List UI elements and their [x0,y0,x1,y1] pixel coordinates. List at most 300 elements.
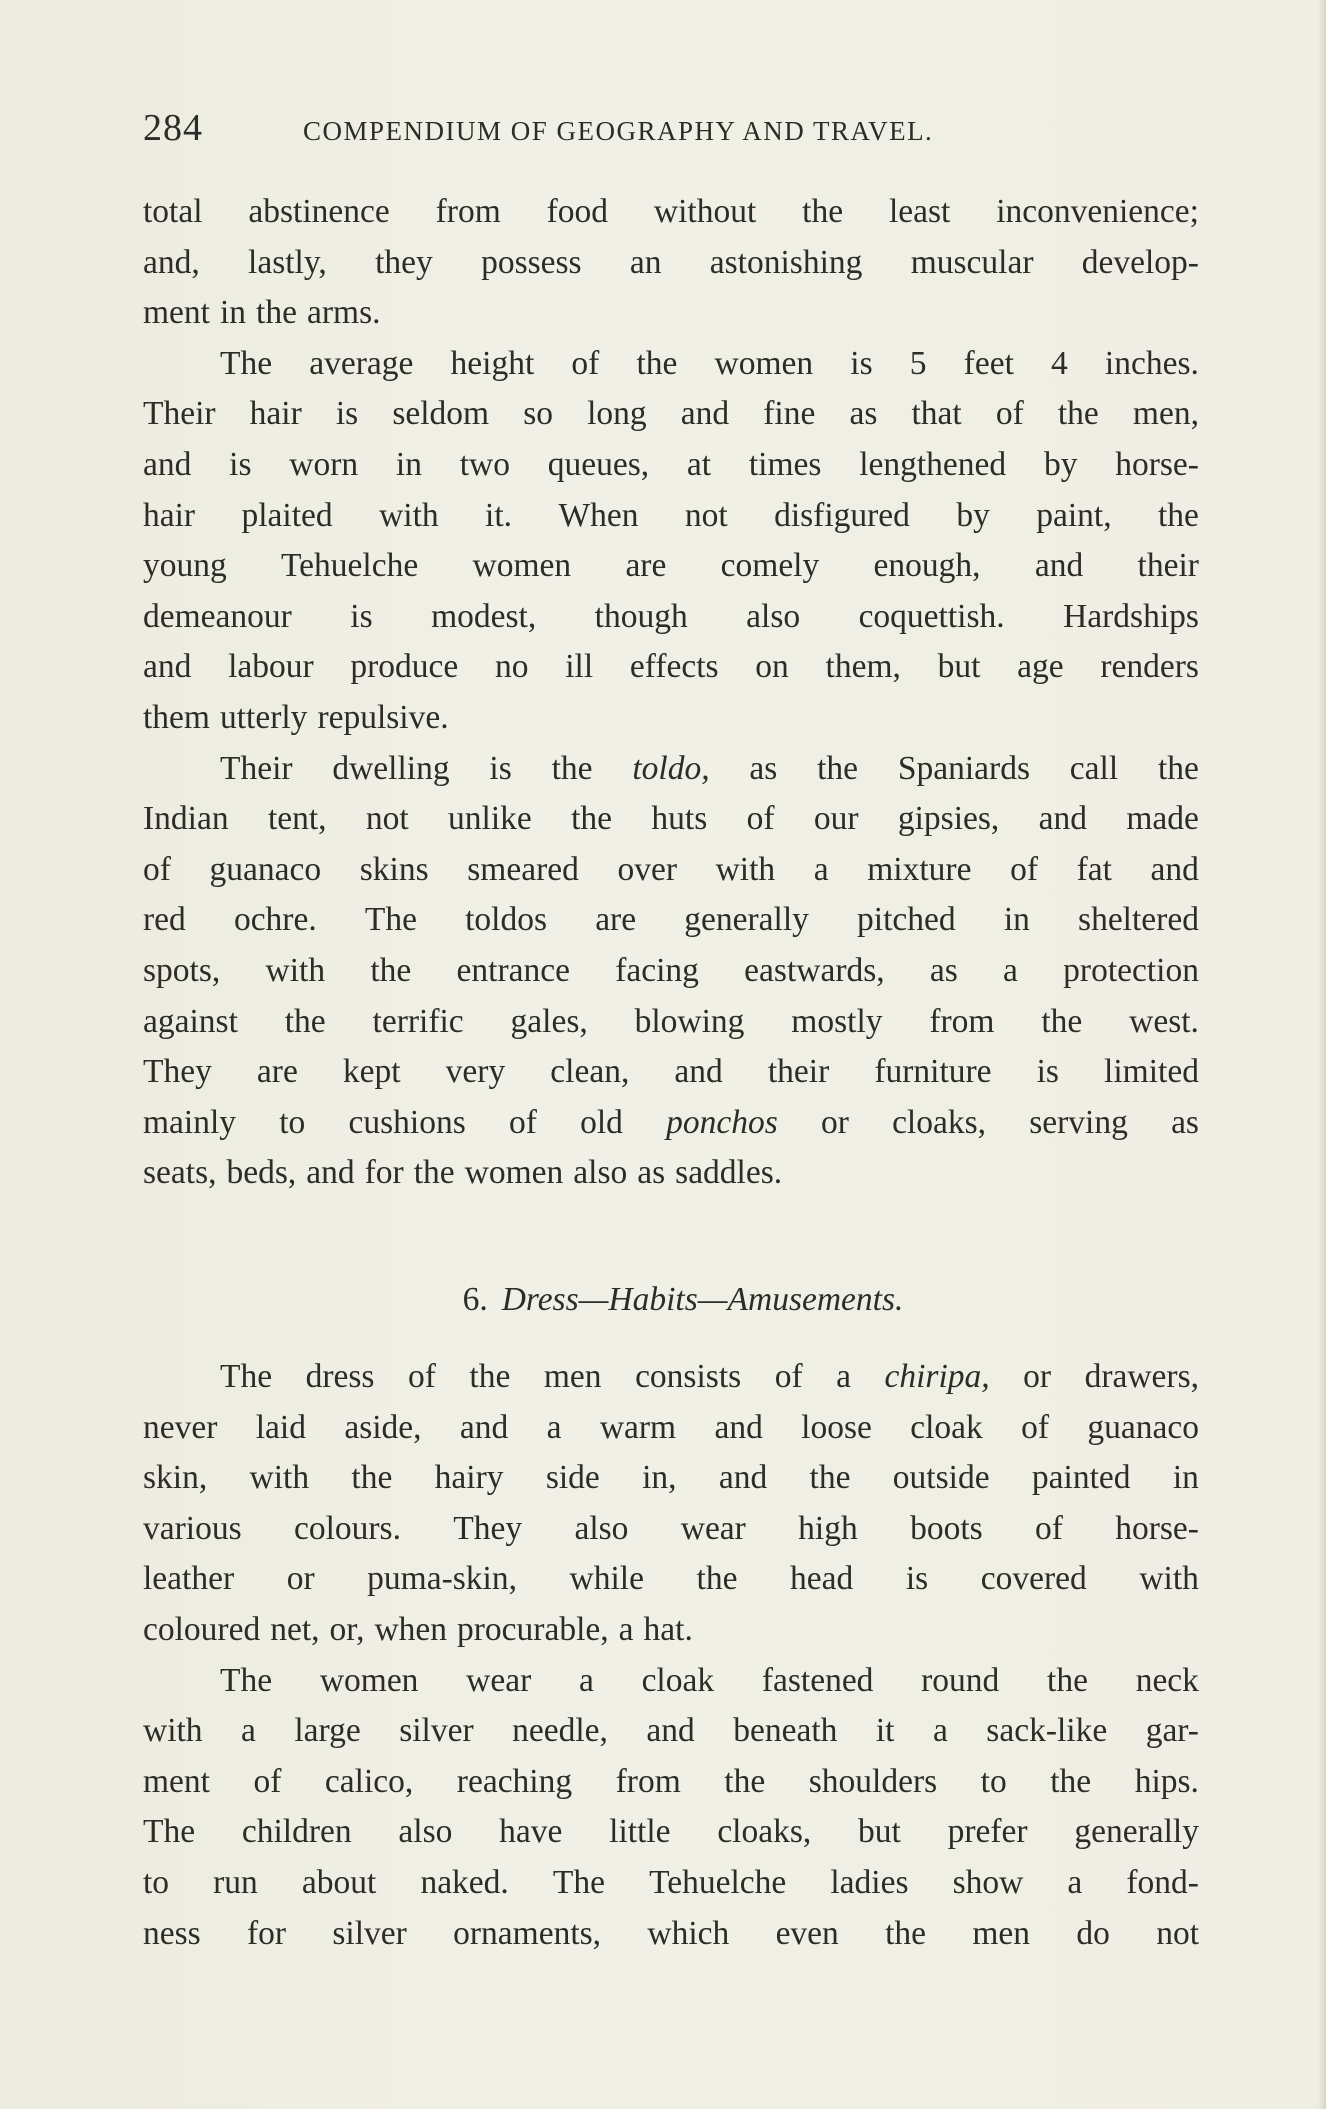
word: never [143,1408,218,1446]
text-line [143,1352,1199,1403]
running-head [143,106,1199,150]
word: women [714,344,814,382]
word: demeanour [143,597,292,635]
word: them, [825,648,901,686]
word: The [220,1358,273,1395]
word: unlike [448,800,532,838]
word: muscular [910,243,1034,281]
word: two [459,445,510,483]
word: also [574,1509,629,1547]
word: puma-skin, [367,1560,517,1598]
word: or [1023,1358,1052,1395]
word: ponchos [666,1103,778,1141]
word: lastly, [248,243,327,281]
word: a [578,1661,594,1699]
word: times [748,445,822,483]
text-line [143,288,1199,339]
word: and [646,1712,695,1750]
word: over [617,850,677,888]
text-line [143,389,1199,440]
word: and [718,1459,768,1497]
text-line [143,491,1199,542]
word: mainly [143,1103,237,1141]
word: lengthened [859,445,1007,483]
word: for [247,1914,287,1952]
word: of [774,1358,803,1395]
word: not [684,496,728,534]
word: an [629,243,662,281]
text-line [143,1098,1199,1149]
word: the [809,1459,851,1497]
word: various [143,1509,242,1547]
word: women [464,1154,564,1192]
word: children [241,1813,352,1851]
word: ladies [830,1863,909,1901]
section-title: Dress—Habits—Amusements. [501,1281,904,1318]
word: old [580,1103,623,1141]
word: 5 [909,344,927,382]
word: of [143,850,171,888]
word: calico, [324,1762,414,1800]
word: total [143,193,203,230]
word: with [715,850,776,888]
word: develop- [1081,243,1199,281]
word: mostly [791,1002,883,1040]
word: saddles. [675,1154,783,1192]
word: food [546,193,609,230]
word: fat [1076,850,1112,888]
word: Tehuelche [649,1863,787,1901]
word: and [143,648,192,686]
word: is [335,395,359,433]
word: as [749,749,778,787]
word: hair [249,395,302,433]
word: coquettish. [858,597,1005,635]
word: leather [143,1560,235,1598]
word: reaching [456,1762,573,1800]
word: a [1003,951,1018,989]
word: terrific [372,1002,464,1040]
text-line [143,1047,1199,1098]
text-line [143,1504,1199,1555]
word: in [1003,901,1030,939]
word: not [365,800,409,838]
word: modest, [431,597,537,635]
word: or [286,1560,315,1598]
word: made [1126,800,1199,838]
word: head [790,1560,854,1598]
word: The [220,344,273,382]
word: and [1038,800,1088,838]
word: at [686,445,712,483]
text-line [143,1656,1199,1707]
word: They [453,1509,523,1547]
word: by [1043,445,1078,483]
word: with [379,496,439,534]
word: in, [642,1459,677,1497]
word: on [755,648,789,686]
word: colours. [293,1509,401,1547]
word: is [229,445,252,483]
word: are [625,547,667,585]
word: guanaco [209,850,322,888]
word: repulsive. [317,698,449,736]
text-line [143,1453,1199,1504]
word: arms. [306,294,381,332]
text-line [143,693,1199,744]
word: as [929,951,958,989]
word: height [450,344,535,382]
word: warm [599,1408,677,1446]
word: Indian [143,800,229,838]
word: fine [763,395,816,433]
word: the [370,951,412,989]
word: toldo, [632,749,710,787]
word: or [820,1103,849,1141]
word: it [875,1712,895,1750]
word: procurable, [457,1610,609,1648]
word: comely [720,547,820,585]
word: hips. [1134,1762,1199,1800]
word: ment [143,1762,210,1800]
word: not [1156,1914,1199,1952]
word: ness [143,1914,201,1952]
word: which [647,1914,730,1952]
word: produce [350,648,459,686]
word: ochre. [233,901,317,939]
word: show [952,1863,1024,1901]
word: disfigured [774,496,910,534]
word: run [213,1863,258,1901]
word: possess [481,243,582,281]
word: enough, [873,547,981,585]
word: generally [1074,1813,1199,1851]
word: facing [615,951,699,989]
word: toldos [465,901,548,939]
word: a [836,1358,851,1395]
word: and [1150,850,1199,888]
word: for [364,1154,404,1192]
word: coloured [143,1610,261,1648]
word: large [294,1712,361,1750]
text-line [143,946,1199,997]
word: so [523,395,554,433]
word: of [508,1103,537,1141]
text-line [143,1148,1199,1199]
word: that [911,395,962,433]
word: ornaments, [453,1914,602,1952]
word: high [798,1509,858,1547]
word: in [1172,1459,1199,1497]
word: laid [255,1408,306,1446]
word: feet [963,344,1014,382]
word: dress [305,1358,375,1395]
word: When [558,496,639,534]
word: without [653,193,757,230]
word: cloak [641,1661,715,1699]
word: from [929,1002,995,1040]
word: serving [1029,1103,1128,1141]
word: round [921,1661,1000,1699]
text-line [143,845,1199,896]
word: with [265,951,326,989]
word: smeared [467,850,579,888]
text-line [143,1807,1199,1858]
word: plaited [241,496,333,534]
word: ment [143,294,210,332]
word: limited [1104,1053,1199,1091]
word: prefer [947,1813,1028,1851]
word: do [1076,1914,1110,1952]
word: are [595,901,637,939]
word: fastened [761,1661,874,1699]
word: of [1021,1408,1050,1446]
word: Hardships [1063,597,1199,635]
word: cushions [348,1103,466,1141]
word: are [256,1053,298,1091]
word: eastwards, [744,951,885,989]
section-heading [143,1281,1199,1331]
word: their [1137,547,1199,585]
word: of [571,344,600,382]
section-number: 6. [462,1281,488,1318]
word: them [143,698,210,736]
word: and, [143,243,200,281]
word: women [472,547,572,585]
word: the [802,193,844,230]
word: with [249,1459,310,1497]
word: the [551,749,593,787]
word: in [395,445,422,483]
word: aside, [344,1408,422,1446]
word: of [253,1762,282,1800]
word: long [587,395,647,433]
word: the [636,344,678,382]
word: about [301,1863,377,1901]
word: in [219,294,247,332]
word: painted [1031,1459,1131,1497]
word: hair [143,496,196,534]
word: furniture [874,1053,992,1091]
word: sack-like [986,1712,1108,1750]
word: the [1047,1661,1088,1699]
word: The [143,1813,196,1851]
word: no [495,648,529,686]
word: generally [684,901,809,939]
word: drawers, [1084,1358,1199,1395]
word: the [885,1914,927,1952]
word: needle, [512,1712,608,1750]
word: clean, [550,1053,630,1091]
word: by [956,496,990,534]
word: or, [329,1610,365,1648]
text-line [143,642,1199,693]
word: pitched [857,901,956,939]
word: is [1036,1053,1059,1091]
word: shoulders [808,1762,938,1800]
word: age [1017,648,1064,686]
word: spots, [143,951,221,989]
text-line [143,187,1199,238]
word: paint, [1036,496,1112,534]
word: huts [651,800,708,838]
word: utterly [219,698,308,736]
word: Spaniards [897,749,1030,787]
word: though [594,597,688,635]
word: young [143,547,227,585]
word: seats, [143,1154,217,1192]
word: the [1057,395,1099,433]
word: of [407,1358,436,1395]
word: blowing [634,1002,745,1040]
text-line [143,440,1199,491]
word: labour [228,648,314,686]
text-line [143,1605,1199,1656]
word: queues, [547,445,650,483]
word: silver [332,1914,407,1952]
word: loose [801,1408,872,1446]
word: a [932,1712,948,1750]
word: protection [1063,951,1199,989]
word: little [609,1813,671,1851]
word: their [767,1053,830,1091]
word: beneath [733,1712,838,1750]
word: hat. [643,1610,693,1648]
word: The [364,901,417,939]
word: tent, [267,800,327,838]
word: worn [289,445,359,483]
word: as [637,1154,666,1192]
word: our [813,800,859,838]
word: cloak [910,1408,983,1446]
word: astonishing [709,243,863,281]
text-line [143,1554,1199,1605]
text-line [143,895,1199,946]
word: gales, [510,1002,588,1040]
text-line [143,1757,1199,1808]
word: and [1034,547,1084,585]
word: silver [399,1712,474,1750]
word: and [143,445,192,483]
word: as [849,395,878,433]
word: men [543,1358,602,1395]
word: renders [1100,648,1199,686]
text-line [143,541,1199,592]
word: the [817,749,859,787]
text-line [143,1909,1199,1960]
word: skin, [143,1459,208,1497]
word: the [351,1459,393,1497]
word: chiripa, [884,1358,990,1395]
word: The [552,1863,605,1901]
word: it. [485,496,513,534]
word: the [1041,1002,1083,1040]
word: entrance [456,951,570,989]
word: but [937,648,981,686]
word: sheltered [1078,901,1199,939]
word: cloaks, [717,1813,812,1851]
text-line [143,1706,1199,1757]
word: gar- [1145,1712,1199,1750]
word: men [972,1914,1031,1952]
word: abstinence [248,193,390,230]
word: net, [270,1610,320,1648]
word: of [1035,1509,1063,1547]
word: women [319,1661,419,1699]
word: the [1158,496,1199,534]
word: but [858,1813,901,1851]
word: wear [466,1661,532,1699]
word: skins [359,850,429,888]
word: neck [1135,1661,1199,1699]
word: very [445,1053,506,1091]
word: naked. [420,1863,509,1901]
word: mixture [867,850,972,888]
word: inconvenience; [996,193,1199,230]
text-line [143,592,1199,643]
word: even [775,1914,839,1952]
page-number: 284 [143,107,203,149]
word: with [1139,1560,1199,1598]
word: the [1157,749,1199,787]
text-line [143,997,1199,1048]
word: cloaks, [892,1103,987,1141]
word: from [435,193,501,230]
word: and [674,1053,723,1091]
word: outside [892,1459,990,1497]
word: the [256,294,297,332]
text-line [143,744,1199,795]
word: and [680,395,730,433]
word: also [746,597,801,635]
word: the [413,1154,455,1192]
word: fond- [1126,1863,1199,1901]
text-line [143,238,1199,289]
running-title: COMPENDIUM OF GEOGRAPHY AND TRAVEL. [303,116,934,146]
word: the [469,1358,511,1395]
word: ill [565,648,594,686]
word: Their [220,749,293,787]
word: of [746,800,775,838]
word: have [499,1813,563,1851]
word: gipsies, [897,800,1000,838]
word: of [995,395,1024,433]
word: to [279,1103,306,1141]
word: also [573,1154,628,1192]
text-line [143,794,1199,845]
text-line [143,339,1199,390]
word: a [1067,1863,1083,1901]
word: average [309,344,414,382]
word: and [459,1408,509,1446]
word: horse- [1115,1509,1199,1547]
page-edge-shadow [1318,0,1326,2109]
word: red [143,901,186,939]
word: horse- [1115,445,1199,483]
word: a [618,1610,634,1648]
word: consists [635,1358,742,1395]
word: wear [680,1509,746,1547]
word: while [569,1560,644,1598]
word: is [350,597,373,635]
word: 4 [1051,344,1068,382]
word: call [1069,749,1119,787]
word: kept [342,1053,401,1091]
word: and [714,1408,763,1446]
word: the [1050,1762,1092,1800]
word: of [1010,850,1038,888]
body-text-lower [143,1352,1199,1959]
